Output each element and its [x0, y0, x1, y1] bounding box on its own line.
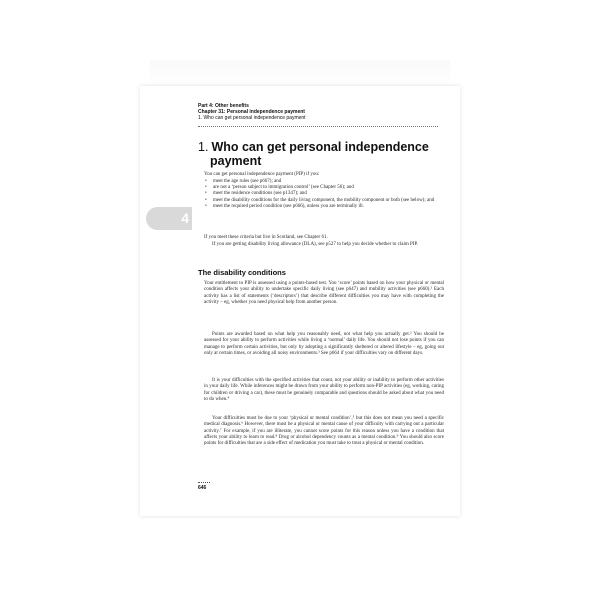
- section-title: [198, 140, 438, 168]
- running-head-divider: [198, 124, 438, 127]
- section-title-line2: payment: [210, 154, 262, 168]
- list-item: • meet the disability conditions for the daily living component, the mobility component or both (see below); and: [204, 198, 440, 204]
- footer-divider: [198, 482, 210, 483]
- list-item: • are not a ‘person subject to immigration control’ (see Chapter 56); and: [204, 185, 440, 191]
- running-head: [198, 103, 438, 127]
- part-tab-number: 4: [181, 210, 189, 226]
- section-number: 1.: [198, 140, 209, 154]
- running-head-part: Part 4: Other benefits: [198, 103, 249, 109]
- intro-text: You can get personal independence payment (PIP) if you:: [204, 172, 320, 177]
- paragraph: Your entitlement to PIP is assessed using a points-based test. You ‘score’ points based on how your physical or mental condition affects your ability to undertake specific daily living (see p647) and mobility activities (see p660).¹ Each activity has a list of statements (‘descriptors’) that describe different difficulties you may have with completing the activity – eg, whether you need physical help from another person.: [204, 281, 444, 306]
- scotland-note: If you meet these criteria but live in Scotland, see Chapter 61.: [204, 235, 328, 240]
- criteria-list: [204, 179, 440, 211]
- paragraph: It is your difficulties with the specified activities that count, not your ability or inability to perform other activities in your daily life. While inferences might be drawn from your ability to perform non-PIP activities (eg, working, caring for children or driving a car), these must be genuinely comparable and questions should be asked about what you need to do when.⁴: [204, 378, 444, 403]
- dla-note: If you are getting disability living allowance (DLA), see p527 to help you decide whether to claim PIP.: [212, 241, 418, 247]
- list-item: • meet the age rules (see p667); and: [204, 179, 440, 185]
- list-item: • meet the required period condition (see p666), unless you are terminally ill.: [204, 204, 440, 210]
- paragraph: Points are awarded based on what help you reasonably need, not what help you actually get.² You should be assessed for your ability to perform activities while living a ‘normal’ daily life. You should not lose points if you can manage to perform certain activities, but only by adopting a significantly sheltered or altered lifestyle – eg, going out only at certain times, or avoiding all noisy environments.³ See p664 if your difficulties vary on different days.: [204, 332, 444, 357]
- part-tab: [146, 207, 192, 230]
- running-head-section: 1. Who can get personal independence payment: [198, 115, 306, 122]
- list-item: • meet the residence conditions (see p1347); and: [204, 191, 440, 197]
- section-title-line1: Who can get personal independence: [211, 140, 429, 154]
- page-number: 646: [198, 485, 207, 491]
- running-head-chapter: Chapter 31: Personal independence payment: [198, 109, 305, 116]
- section-heading: The disability conditions: [198, 268, 286, 277]
- paragraph: Your difficulties must be due to your ‘physical or mental condition’,⁵ but this does not mean you need a specific medical diagnosis.⁶ However, there must be a physical or mental cause of your difficulty with carrying out a particular activity.⁷ For example, if you are illiterate, you cannot score points for this reason unless you have a condition that affects your ability to learn to read.⁸ Drug or alcohol dependency counts as a mental condition.⁹ You should also score points for difficulties that are a side effect of medication you must take to treat a physical or mental condition.: [204, 416, 444, 447]
